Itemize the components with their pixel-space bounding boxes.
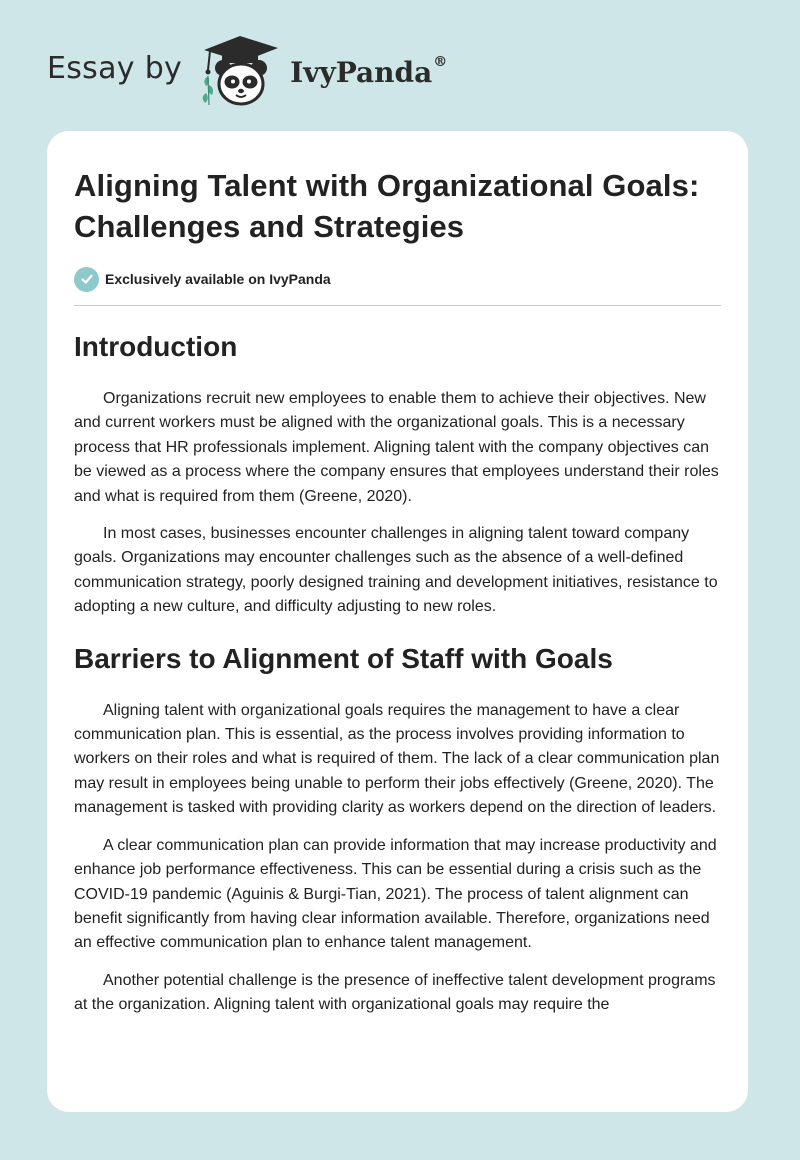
paragraph: Organizations recruit new employees to enable them to achieve their objectives. New and current workers must be aligned with the organizational goals. This is a necessary process that HR professionals implement. Aligning talent with the company objectives can be viewed as a process where the company ensures that employees understand their roles and what is required from them (Greene, 2020). — [74, 390, 719, 505]
site-header — [47, 30, 447, 110]
registered-mark: ® — [433, 53, 448, 70]
essay-by-label: Essay by — [47, 50, 183, 86]
section-heading-introduction: Introduction — [74, 331, 238, 362]
exclusive-label: Exclusively available on IvyPanda — [105, 271, 331, 287]
exclusive-badge — [74, 266, 721, 292]
essay-title: Aligning Talent with Organizational Goals: Challenges and Strategies — [74, 168, 700, 244]
brand-name[interactable] — [290, 53, 448, 89]
section-heading-barriers: Barriers to Alignment of Staff with Goals — [74, 642, 613, 674]
paragraph: Another potential challenge is the presence of ineffective talent development programs at the organization. Aligning talent with organizational goals may require the — [74, 971, 716, 1014]
title-divider — [74, 305, 721, 306]
checkmark-icon — [74, 267, 99, 292]
paragraph: A clear communication plan can provide information that may increase productivity and enhance job performance effectiveness. This can be essential during a crisis such as the COVID-19 pandemic (Aguinis & Burgi-Tian, 2021). The process of talent alignment can benefit significantly from having clear information available. Therefore, organizations need an effective communication plan to enhance talent management. — [74, 836, 717, 952]
brand-text: IvyPanda — [290, 55, 433, 89]
panda-logo-icon[interactable] — [196, 30, 284, 110]
paragraph: Aligning talent with organizational goals requires the management to have a clear communication plan. This is essential, as the process involves providing information to workers on their roles and what is required of them. The lack of a clear communication plan may result in employees being unable to perform their jobs effectively (Greene, 2020). The management is tasked with providing clarity as workers depend on the direction of leaders. — [74, 701, 720, 817]
paragraph: In most cases, businesses encounter challenges in aligning talent toward company goals. Organizations may encounter challenges such as the absence of a well-defined communication strategy, poorly designed training and development initiatives, resistance to adopting a new culture, and difficulty adjusting to new roles. — [74, 525, 718, 616]
essay-card — [47, 131, 748, 1112]
